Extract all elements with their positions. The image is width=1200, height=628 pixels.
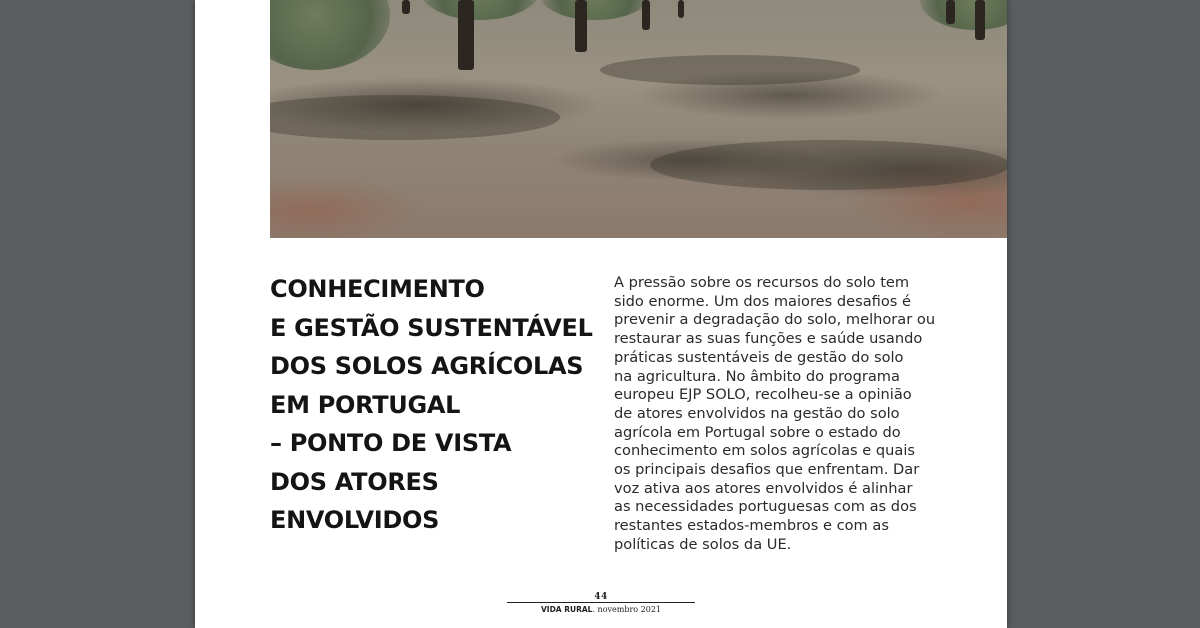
intro-line: conhecimento em solos agrícolas e quais — [614, 442, 916, 460]
tree-shadow — [270, 95, 560, 140]
page-footer — [507, 592, 695, 615]
article-title — [270, 270, 610, 540]
document-page — [195, 0, 1007, 628]
intro-line: os principais desafios que enfrentam. Dar — [614, 461, 920, 479]
tree-shadow — [650, 140, 1007, 190]
tree-trunk — [678, 0, 684, 18]
tree-foliage — [420, 0, 540, 20]
intro-line: as necessidades portuguesas com as dos — [614, 498, 917, 516]
tree-foliage — [270, 0, 390, 70]
footer-rule — [507, 602, 695, 603]
intro-line: prevenir a degradação do solo, melhorar ou — [614, 311, 936, 329]
title-line: CONHECIMENTO — [270, 275, 485, 303]
article-intro — [614, 274, 944, 555]
title-line: DOS ATORES — [270, 467, 439, 496]
title-line: ENVOLVIDOS — [270, 506, 440, 534]
title-line: E GESTÃO SUSTENTÁVEL — [270, 313, 593, 342]
publication-name: VIDA RURAL — [540, 605, 593, 614]
intro-line: europeu EJP SOLO, recolheu-se a opinião — [614, 386, 912, 404]
intro-line: sido enorme. Um dos maiores desafios é — [614, 292, 912, 310]
page-number: 44 — [594, 592, 608, 602]
intro-line: A pressão sobre os recursos do solo tem — [614, 274, 910, 291]
intro-line: de atores envolvidos na gestão do solo — [614, 404, 900, 422]
tree-foliage — [920, 0, 1007, 30]
title-line: EM PORTUGAL — [270, 390, 461, 419]
intro-line: práticas sustentáveis de gestão do solo — [614, 348, 904, 366]
intro-line: voz ativa aos atores envolvidos é alinhar — [614, 479, 913, 497]
tree-shadow — [600, 55, 860, 85]
olive-grove-photo — [270, 0, 1007, 238]
tree-trunk — [402, 0, 410, 14]
intro-line: agrícola em Portugal sobre o estado do — [614, 423, 901, 441]
tree-trunk — [458, 0, 474, 70]
title-line: DOS SOLOS AGRÍCOLAS — [270, 352, 584, 380]
publication-info — [507, 605, 695, 615]
intro-line: restaurar as suas funções e saúde usando — [614, 330, 923, 348]
title-line: – PONTO DE VISTA — [270, 429, 512, 457]
issue-date: . novembro 2021 — [592, 605, 662, 614]
intro-line: restantes estados-membros e com as — [614, 517, 889, 535]
tree-foliage — [540, 0, 650, 20]
tree-trunk — [946, 0, 955, 24]
tree-trunk — [642, 0, 650, 30]
intro-line: políticas de solos da UE. — [614, 535, 792, 553]
tree-trunk — [575, 0, 587, 52]
tree-trunk — [975, 0, 985, 40]
intro-line: na agricultura. No âmbito do programa — [614, 367, 900, 385]
